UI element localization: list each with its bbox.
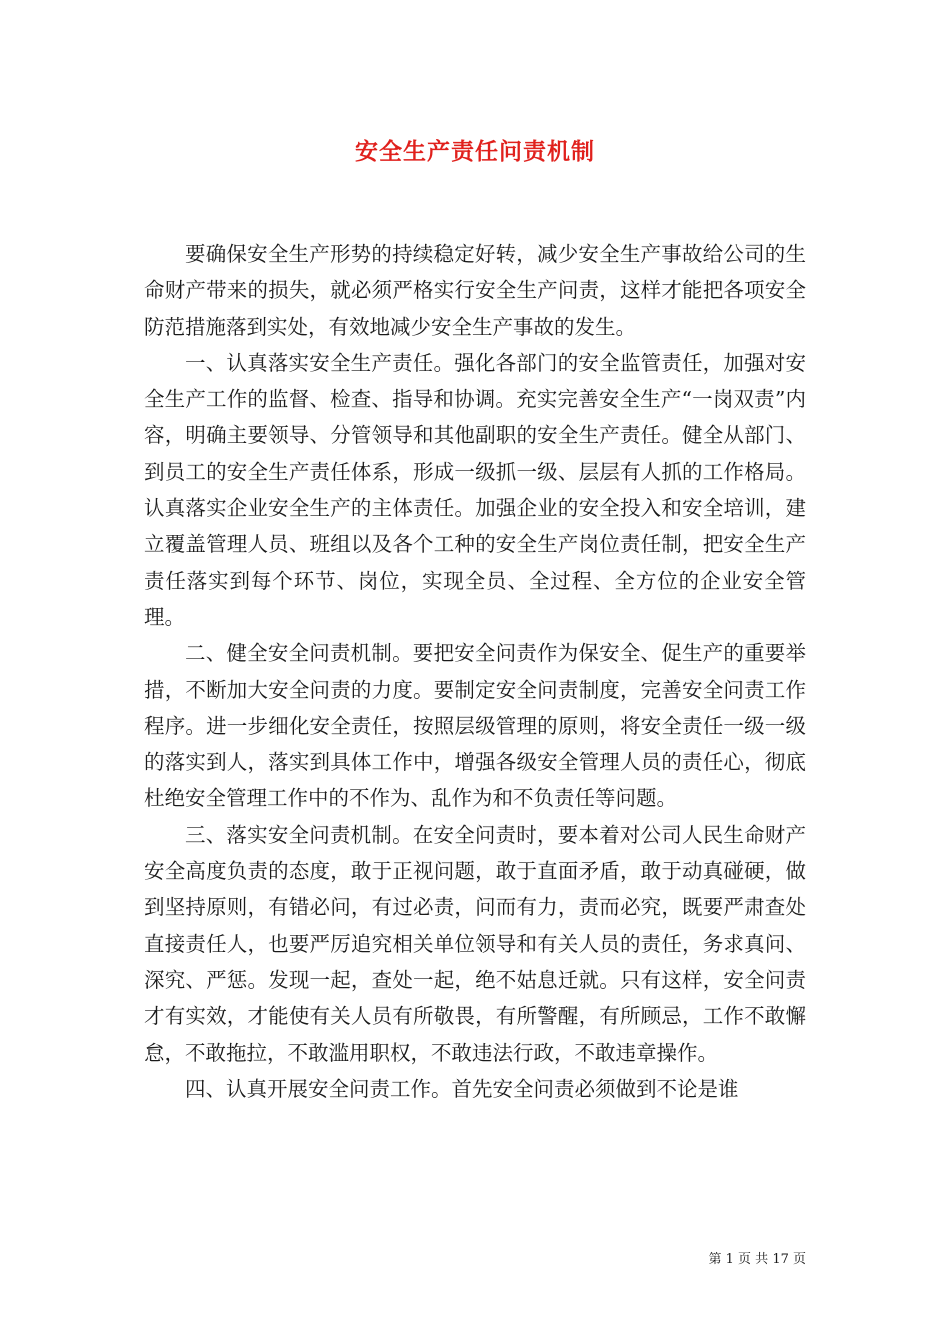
paragraph-section-1: 一、认真落实安全生产责任。强化各部门的安全监管责任，加强对安全生产工作的监督、检查、指导和协调。充实完善安全生产“一岗双责”内容，明确主要领导、分管领导和其他副职的安全生产责任。健全从部门、到员工的安全生产责任体系，形成一级抓一级、层层有人抓的工作格局。认真落实企业安全生产的主体责任。加强企业的安全投入和安全培训，建立覆盖管理人员、班组以及各个工种的安全生产岗位责任制，把安全生产责任落实到每个环节、岗位，实现全员、全过程、全方位的企业安全管理。	[144, 350, 806, 629]
document-body	[144, 236, 806, 1107]
document-title: 安全生产责任问责机制	[355, 138, 595, 165]
paragraph-section-2: 二、健全安全问责机制。要把安全问责作为保安全、促生产的重要举措，不断加大安全问责的力度。要制定安全问责制度，完善安全问责工作程序。进一步细化安全责任，按照层级管理的原则，将安全责任一级一级的落实到人，落实到具体工作中，增强各级安全管理人员的责任心，彻底杜绝安全管理工作中的不作为、乱作为和不负责任等问题。	[144, 641, 806, 811]
paragraph-intro: 要确保安全生产形势的持续稳定好转，减少安全生产事故给公司的生命财产带来的损失，就必须严格实行安全生产问责，这样才能把各项安全防范措施落到实处，有效地减少安全生产事故的发生。	[144, 242, 806, 339]
page-number-footer: 第 1 页 共 17 页	[708, 1252, 806, 1267]
paragraph-section-4: 四、认真开展安全问责工作。首先安全问责必须做到不论是谁	[185, 1076, 739, 1101]
paragraph-section-3: 三、落实安全问责机制。在安全问责时，要本着对公司人民生命财产安全高度负责的态度，敢于正视问题，敢于直面矛盾，敢于动真碰硬，做到坚持原则，有错必问，有过必责，问而有力，责而必究，既要严肃查处直接责任人，也要严厉追究相关单位领导和有关人员的责任，务求真问、深究、严惩。发现一起，查处一起，绝不姑息迁就。只有这样，安全问责才有实效，才能使有关人员有所敬畏，有所警醒，有所顾忌，工作不敢懈怠，不敢拖拉，不敢滥用职权，不敢违法行政，不敢违章操作。	[144, 822, 806, 1065]
